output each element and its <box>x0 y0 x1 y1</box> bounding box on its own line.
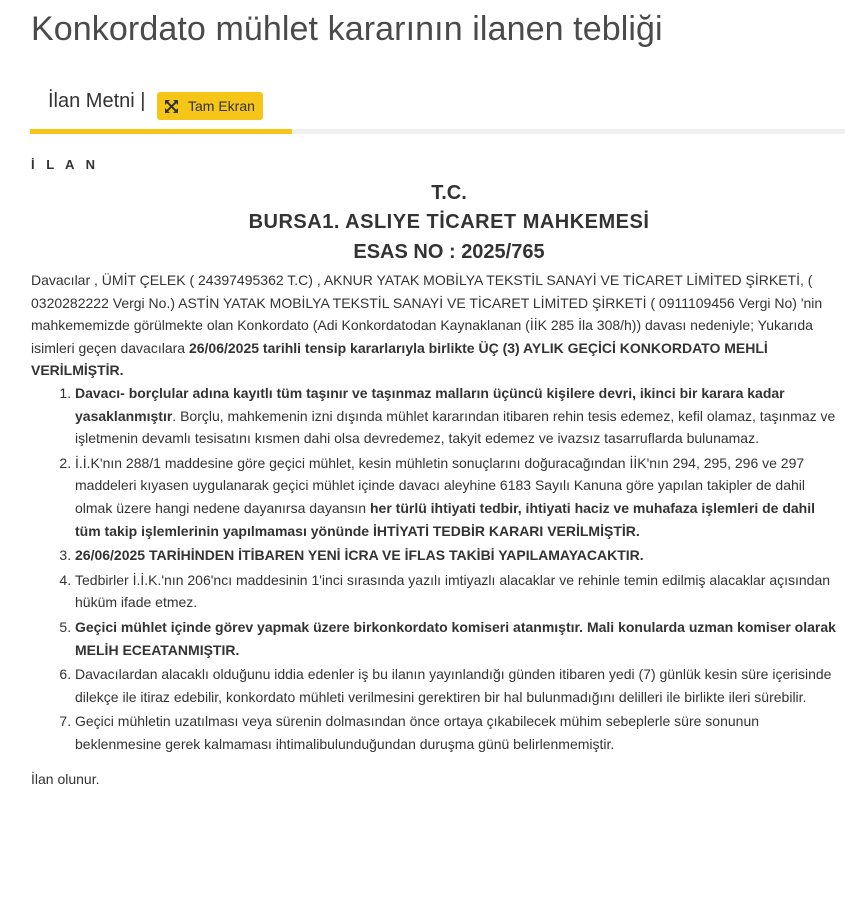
expand-icon <box>165 100 178 113</box>
list-item-bold: Davacı- borçlular adına kayıtlı tüm taşınır ve taşınmaz malların üçüncü kişilere devri, ikinci bir karara kadar yasaklanmıştır <box>75 384 785 424</box>
tab-bar <box>30 88 845 136</box>
list-item <box>75 710 843 755</box>
list-item-text: İ.İ.K'nın 288/1 maddesine göre geçici mühlet, kesin mühletin sonuçlarını doğuracağından İİK'nın 294, 295, 296 ve 297 maddeleri kıyasen uygulanarak geçici mühlet içinde davacı aleyhine 6183 Sayılı Kanuna göre yapılan takipler de dahil olmak üzere hangi nedene dayanırsa dayansın <box>75 454 806 516</box>
list-item-text: . Borçlu, mahkemenin izni dışında mühlet kararından itibaren rehin tesis edemez, kefil olamaz, taşınmaz ve işletmenin devamlı tesisatını kısmen dahi olsa devredemez, takyit edemez ve ivazsız tasarruflarda bulunamaz. <box>75 407 836 447</box>
notice-heading: İ L A N <box>31 157 99 172</box>
list-item <box>75 544 843 567</box>
notice-header-block <box>55 179 843 267</box>
tab-ilan-metni[interactable]: İlan Metni | <box>48 90 146 112</box>
list-item <box>75 452 843 542</box>
page-title: Konkordato mühlet kararının ilanen tebliği <box>31 10 663 48</box>
intro-text: Davacılar , ÜMİT ÇELEK ( 24397495362 T.C) , AKNUR YATAK MOBİLYA TEKSTİL SANAYİ VE TİCARET LİMİTED ŞİRKETİ, ( 0320282222 Vergi No.) ASTİN YATAK MOBİLYA TEKSTİL SANAYİ VE TİCARET LİMİTED ŞİRKETİ ( 0911109456 Vergi No) 'nin mahkememizde görülmekte olan Konkordato (Adi Konkordatodan Kaynaklanan (İİK 285 İla 308/h)) davası nedeniyle; Yukarıda isimleri geçen davacılara <box>31 272 823 356</box>
list-item <box>75 382 843 450</box>
active-tab-underline <box>30 129 292 134</box>
intro-bold: 26/06/2025 tarihli tensip kararlarıyla birlikte ÜÇ (3) AYLIK GEÇİCİ KONKORDATO MEHLİ VERİLMİŞTİR. <box>31 339 768 379</box>
case-number <box>55 237 843 267</box>
case-number-value: 2025/765 <box>461 241 545 263</box>
notice-tc: T.C. <box>431 182 467 204</box>
list-item <box>75 663 843 708</box>
list-item-bold: 26/06/2025 TARİHİNDEN İTİBAREN YENİ İCRA VE İFLAS TAKİBİ YAPILAMAYACAKTIR. <box>75 547 644 564</box>
list-item-bold: Geçici mühlet içinde görev yapmak üzere birkonkordato komiseri atanmıştır. Mali konularda uzman komiser olarak MELİH ECEATANMIŞTIR. <box>75 618 836 658</box>
list-item-text: Geçici mühletin uzatılması veya sürenin dolmasından önce ortaya çıkabilecek mühim sebeplerle süre sonunun beklenmesine gerek kalmaması ihtimalibulunduğundan duruşma günü belirlenmemiştir. <box>75 713 760 752</box>
notice-content <box>31 157 843 787</box>
list-item <box>75 569 843 614</box>
list-item-bold-tail: her türlü ihtiyati tedbir, ihtiyati haciz ve muhafaza işlemleri de dahil tüm takip işlemlerinin yapılmaması yönünde İHTİYATİ TEDBİR KARARI VERİLMİŞTİR. <box>75 499 815 539</box>
list-item <box>75 616 843 661</box>
fullscreen-button[interactable] <box>157 92 263 120</box>
list-item-text: Tedbirler İ.İ.K.'nın 206'ncı maddesinin 1'inci sırasında yazılı imtiyazlı alacaklar ve rehinle temin edilmiş alacaklar açısından hüküm ifade etmez. <box>75 571 831 611</box>
intro-paragraph <box>31 269 843 382</box>
court-name: BURSA1. ASLIYE TİCARET MAHKEMESİ <box>248 211 650 233</box>
case-number-label: ESAS NO : <box>353 241 456 263</box>
list-item-text: Davacılardan alacaklı olduğunu iddia edenler iş bu ilanın yayınlandığı günden itibaren yedi (7) günlük kesin süre içerisinde dilekçe ile itiraz edebilir, konkordato mühleti verilmesini gerektiren bir hal bulunmadığını delilleri ile birlikte ileri sürebilir. <box>75 666 832 705</box>
closing-text: İlan olunur. <box>31 771 100 788</box>
fullscreen-label: Tam Ekran <box>188 98 255 114</box>
decision-list <box>31 382 843 756</box>
